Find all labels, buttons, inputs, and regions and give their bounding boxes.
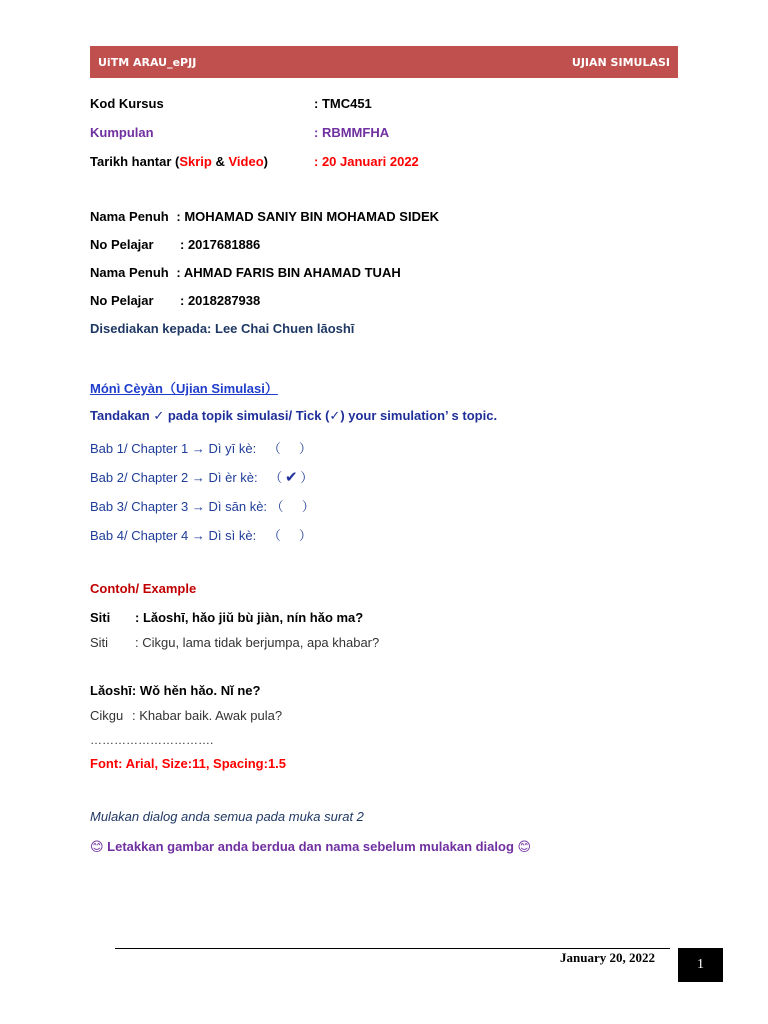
name-value: : MOHAMAD SANIY BIN MOHAMAD SIDEK bbox=[176, 209, 440, 224]
paren-close: ） bbox=[298, 528, 312, 543]
tarikh-suffix: ) bbox=[263, 154, 268, 169]
speaker: Siti bbox=[90, 610, 111, 625]
header-right: UJIAN SIMULASI bbox=[571, 55, 670, 69]
tarikh-label: Tarikh hantar ( bbox=[90, 154, 180, 169]
tarikh-row bbox=[90, 154, 419, 169]
example-line-3: Lǎoshī: Wǒ hěn hǎo. Nǐ ne? bbox=[90, 683, 261, 698]
example-line-4 bbox=[90, 708, 283, 723]
speaker: Cikgu bbox=[90, 708, 124, 723]
name-label: Nama Penuh bbox=[90, 209, 169, 224]
font-note: Font: Arial, Size:11, Spacing:1.5 bbox=[90, 756, 287, 771]
dialog-text: : Khabar baik. Awak pula? bbox=[132, 708, 283, 723]
tarikh-amp: & bbox=[211, 154, 229, 169]
chapter-1-row[interactable] bbox=[90, 438, 312, 457]
student-2-id-row bbox=[90, 293, 261, 308]
paren-open: （ bbox=[267, 528, 281, 543]
tarikh-video: Video bbox=[228, 154, 264, 169]
example-ellipsis: …………………………. bbox=[90, 733, 214, 747]
tarikh-skrip: Skrip bbox=[179, 154, 212, 169]
paren-open: （ bbox=[269, 470, 283, 485]
id-label: No Pelajar bbox=[90, 237, 154, 252]
id-value: : 2018287938 bbox=[180, 293, 261, 308]
paren-open: （ bbox=[267, 441, 281, 456]
chapter-2-row[interactable] bbox=[90, 467, 313, 486]
student-1-name-row bbox=[90, 209, 439, 224]
header-left: UiTM ARAU_ePJJ bbox=[98, 55, 197, 69]
name-value: : AHMAD FARIS BIN AHAMAD TUAH bbox=[176, 265, 401, 280]
kumpulan-value: : RBMMFHA bbox=[314, 125, 390, 140]
example-line-1 bbox=[90, 610, 364, 625]
note-start-dialog: Mulakan dialog anda semua pada muka surat 2 bbox=[90, 809, 364, 824]
kod-kursus-row bbox=[90, 96, 372, 111]
example-title: Contoh/ Example bbox=[90, 581, 197, 596]
page-header bbox=[90, 46, 678, 78]
chapter-label: Bab 4/ Chapter 4 → Dì sì kè: bbox=[90, 528, 257, 543]
paren-close: ） bbox=[301, 499, 315, 514]
chapter-label: Bab 2/ Chapter 2 → Dì èr kè: bbox=[90, 470, 258, 485]
paren-open: （ bbox=[270, 499, 284, 514]
chapter-label: Bab 1/ Chapter 1 → Dì yī kè: bbox=[90, 441, 257, 456]
tarikh-value: : 20 Januari 2022 bbox=[314, 154, 419, 169]
page-number: 1 bbox=[678, 948, 723, 982]
footer-date: January 20, 2022 bbox=[560, 950, 655, 965]
id-label: No Pelajar bbox=[90, 293, 154, 308]
kod-kursus-label: Kod Kursus bbox=[90, 96, 164, 111]
kod-kursus-value: : TMC451 bbox=[314, 96, 372, 111]
paren-close: ） bbox=[298, 441, 312, 456]
section-title-link[interactable]: Mónì Cèyàn（Ujian Simulasi） bbox=[90, 381, 278, 396]
note-photo: 😊 Letakkan gambar anda berdua dan nama sebelum mulakan dialog 😊 bbox=[90, 839, 532, 854]
example-line-2 bbox=[90, 635, 380, 650]
name-label: Nama Penuh bbox=[90, 265, 169, 280]
kumpulan-row bbox=[90, 125, 390, 140]
student-2-name-row bbox=[90, 265, 401, 280]
paren-close: ） bbox=[300, 470, 314, 485]
chapter-label: Bab 3/ Chapter 3 → Dì sān kè: bbox=[90, 499, 268, 514]
id-value: : 2017681886 bbox=[180, 237, 261, 252]
kumpulan-label: Kumpulan bbox=[90, 125, 154, 140]
student-1-id-row bbox=[90, 237, 261, 252]
tick-mark: ✔ bbox=[284, 469, 298, 486]
chapter-4-row[interactable] bbox=[90, 525, 312, 544]
footer-rule bbox=[115, 948, 670, 949]
prepared-for: Disediakan kepada: Lee Chai Chuen lāoshī bbox=[90, 321, 355, 336]
chapter-3-row[interactable] bbox=[90, 496, 315, 515]
speaker: Siti bbox=[90, 635, 109, 650]
dialog-text: : Lǎoshī, hǎo jiǔ bù jiàn, nín hǎo ma? bbox=[135, 610, 364, 625]
dialog-text: : Cikgu, lama tidak berjumpa, apa khabar? bbox=[135, 635, 380, 650]
instruction: Tandakan ✓ pada topik simulasi/ Tick (✓) your simulation’ s topic. bbox=[90, 408, 498, 423]
